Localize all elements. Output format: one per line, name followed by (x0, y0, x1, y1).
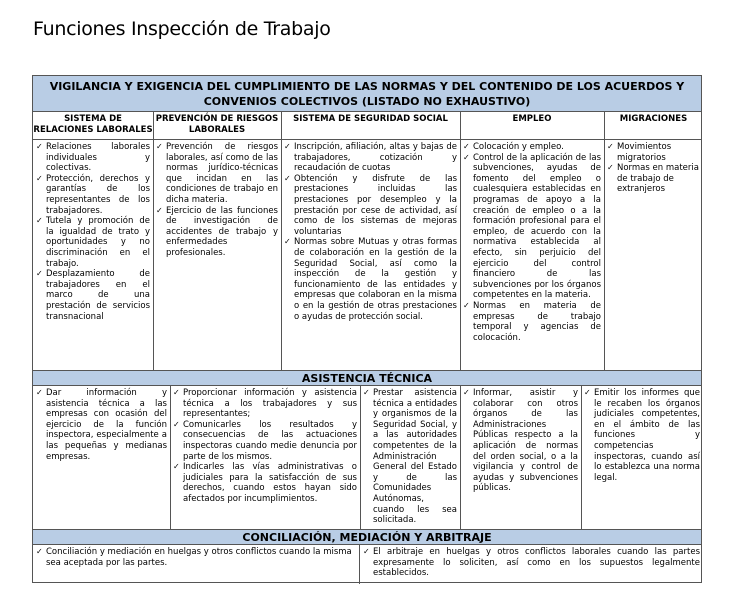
list-item: ✓ Indicarles las vías administrativas o judiciales para la satisfacción de sus derechos, cuando estos hayan sido afectados por incumplimientos. (173, 462, 357, 504)
checkmark-icon: ✓ (36, 173, 43, 183)
list-item: ✓ Relaciones laborales individuales y colectivas. (36, 142, 150, 174)
document-title: Funciones Inspección de Trabajo (33, 18, 331, 40)
column-header-prevencion-riesgos: PREVENCIÓN DE RIESGOS LABORALES (155, 114, 279, 135)
list-item: ✓ Informar, asistir y colaborar con otros órganos de las Administraciones Públicas respecto a la aplicación de normas del orden social, o a la vigilancia y control de ayudas y subvenciones públicas. (463, 388, 578, 494)
list-item: ✓ Control de la aplicación de las subvenciones, ayudas de fomento del empleo o cualesquiera establecidas en programas de apoyo a la creación de empleo o a la formación profesional para el empleo, de acuerdo con la normativa establecida al efecto, sin perjuicio del ejercicio del control financiero de las subvenciones por los órganos competentes en la materia. (463, 152, 601, 301)
list-item: ✓ Proporcionar información y asistencia técnica a los trabajadores y sus representantes; (173, 388, 357, 420)
checkmark-icon: ✓ (463, 388, 470, 397)
list-item: ✓ Movimientos migratorios (607, 142, 672, 163)
column-divider (360, 386, 361, 529)
column-divider (359, 545, 360, 584)
list-item: ✓ Normas en materia de empresas de trabajo temporal y agencias de colocación. (463, 300, 601, 343)
column-header-empleo: EMPLEO (512, 114, 552, 124)
list-item: ✓ Desplazamiento de trabajadores en el marco de una prestación de servicios transnacional (36, 269, 150, 322)
checkmark-icon: ✓ (156, 205, 163, 215)
column-divider (153, 112, 154, 370)
asistencia-empresas-list (36, 388, 167, 462)
list-item: ✓ Comunicarles los resultados y consecuencias de las actuaciones inspectoras cuando medie denuncia por parte de los mismos. (173, 419, 357, 462)
checkmark-icon: ✓ (36, 216, 43, 226)
checkmark-icon: ✓ (284, 173, 291, 183)
asistencia-judiciales-list (584, 388, 700, 483)
checkmark-icon: ✓ (584, 388, 591, 397)
column-header-seguridad-social: SISTEMA DE SEGURIDAD SOCIAL (293, 114, 448, 124)
relaciones-laborales-list (36, 142, 150, 322)
asistencia-administraciones-list (463, 388, 578, 494)
column-divider (604, 112, 605, 370)
checkmark-icon: ✓ (284, 142, 291, 151)
checkmark-icon: ✓ (36, 269, 43, 279)
conciliacion-left-list (36, 547, 356, 568)
column-divider (460, 386, 461, 529)
empleo-list (463, 142, 601, 343)
prevencion-riesgos-list (156, 142, 278, 259)
checkmark-icon: ✓ (284, 237, 291, 247)
list-item: ✓ Ejercicio de las funciones de investigación de accidentes de trabajo y enfermedades profesionales. (156, 205, 278, 258)
checkmark-icon: ✓ (173, 419, 180, 429)
checkmark-icon: ✓ (363, 388, 370, 397)
checkmark-icon: ✓ (363, 547, 370, 556)
list-item: ✓ Protección, derechos y garantías de los representantes de los trabajadores. (36, 173, 150, 216)
section-heading-conciliacion: CONCILIACIÓN, MEDIACIÓN Y ARBITRAJE (33, 529, 701, 545)
list-item: ✓ Emitir los informes que le recaben los órganos judiciales competentes, en el ámbito de las funciones y competencias inspectoras, cuando así lo establezca una norma legal. (584, 388, 700, 483)
section-heading-vigilancia: VIGILANCIA Y EXIGENCIA DEL CUMPLIMIENTO DE LAS NORMAS Y DEL CONTENIDO DE LOS ACUERDOS Y CONVENIOS COLECTIVOS (LISTADO NO EXHAUSTIVO) (33, 76, 701, 112)
column-header-migraciones: MIGRACIONES (619, 114, 688, 124)
list-item: ✓ Normas sobre Mutuas y otras formas de colaboración en la gestión de la Seguridad Social, así como la inspección de la gestión y funcionamiento de las entidades y empresas que colaboran en la misma o en la gestión de otras prestaciones o ayudas de protección social. (284, 237, 457, 322)
checkmark-icon: ✓ (36, 142, 43, 151)
migraciones-list (607, 142, 700, 195)
column-divider (581, 386, 582, 529)
column-divider (281, 112, 282, 370)
list-item: ✓ Tutela y promoción de la igualdad de trato y oportunidades y no discriminación en el trabajo. (36, 216, 150, 269)
column-header-relaciones-laborales: SISTEMA DE RELACIONES LABORALES (33, 114, 153, 135)
checkmark-icon: ✓ (173, 388, 180, 397)
column-divider (460, 112, 461, 370)
checkmark-icon: ✓ (607, 142, 614, 151)
section-heading-asistencia: ASISTENCIA TÉCNICA (33, 370, 701, 386)
asistencia-entidades-list (363, 388, 457, 526)
checkmark-icon: ✓ (156, 142, 163, 151)
list-item: ✓ Colocación y empleo. (463, 142, 564, 152)
asistencia-trabajadores-list (173, 388, 357, 505)
checkmark-icon: ✓ (36, 388, 43, 397)
checkmark-icon: ✓ (607, 163, 614, 173)
list-item: ✓ Inscripción, afiliación, altas y bajas de trabajadores, cotización y recaudación de cuotas (284, 142, 457, 174)
list-item: ✓ Prevención de riesgos laborales, así como de las normas jurídico-técnicas que incidan en las condiciones de trabajo en dicha materia. (156, 142, 278, 205)
list-item: ✓ Conciliación y mediación en huelgas y otros conflictos cuando la misma sea aceptada por las partes. (36, 547, 352, 568)
checkmark-icon: ✓ (463, 142, 470, 151)
column-header-row (33, 112, 701, 140)
list-item: ✓ Normas en materia de trabajo de extranjeros (607, 163, 699, 195)
seguridad-social-list (284, 142, 457, 322)
checkmark-icon: ✓ (173, 462, 180, 472)
conciliacion-right-list (363, 547, 700, 579)
functions-table (32, 75, 702, 583)
checkmark-icon: ✓ (36, 547, 43, 556)
column-divider (170, 386, 171, 529)
list-item: ✓ Prestar asistencia técnica a entidades y organismos de la Seguridad Social, y a las autoridades competentes de la Administración General del Estado y de las Comunidades Autónomas, cuando les sea solicitada. (363, 388, 457, 526)
list-item: ✓ Obtención y disfrute de las prestaciones incluidas las prestaciones por desempleo y la prestación por cese de actividad, así como de los sistemas de mejoras voluntarias (284, 173, 457, 237)
checkmark-icon: ✓ (463, 300, 470, 310)
list-item: ✓ Dar información y asistencia técnica a las empresas con ocasión del ejercicio de la función inspectora, especialmente a las pequeñas y medianas empresas. (36, 388, 167, 462)
checkmark-icon: ✓ (463, 152, 470, 162)
list-item: ✓ El arbitraje en huelgas y otros conflictos laborales cuando las partes expresamente lo soliciten, así como en los supuestos legalmente establecidos. (363, 547, 700, 579)
